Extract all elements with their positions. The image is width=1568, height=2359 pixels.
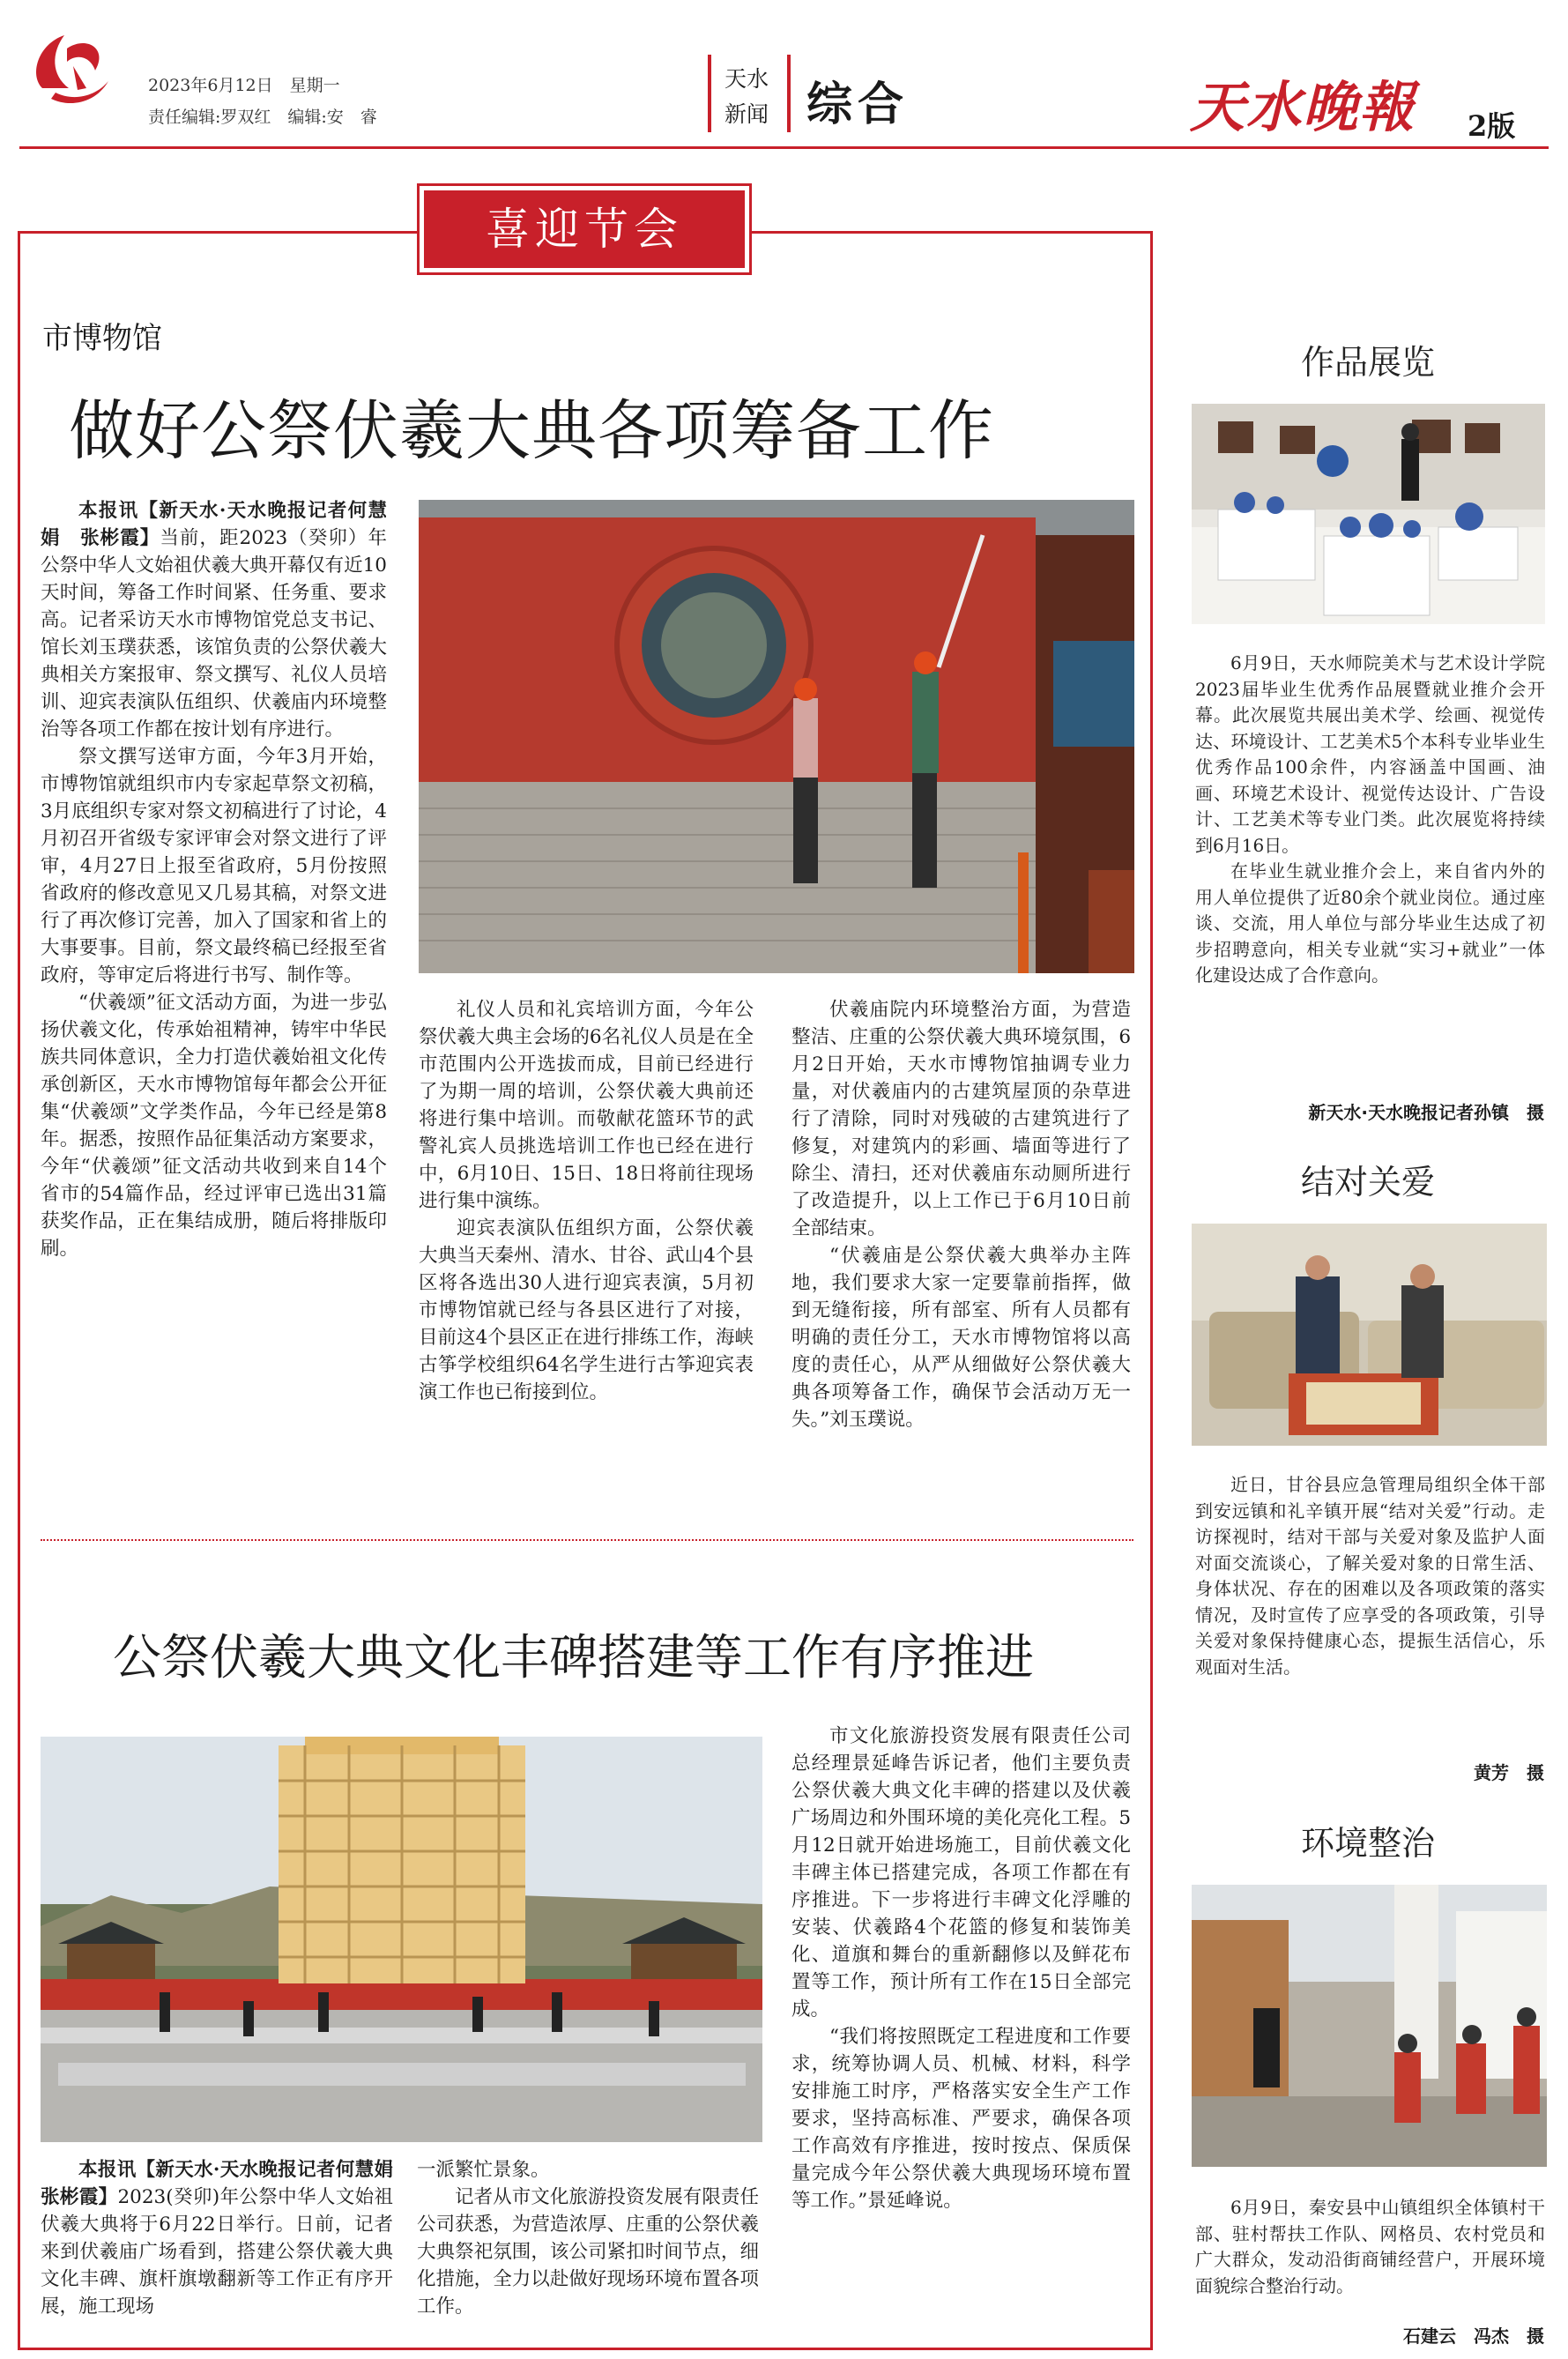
section-divider <box>708 55 711 132</box>
article2-headline: 公祭伏羲大典文化丰碑搭建等工作有序推进 <box>113 1629 1035 1686</box>
section-sub-1: 天水 <box>725 66 769 92</box>
article2-para: “我们将按照既定工程进度和工作要求，统筹协调人员、机械、材料，科学安排施工时序，严格落实安全生产工作要求，坚持高标准、严要求，确保各项工作高效有序推进，按时按点、保质保量完成今年公祭伏羲大典现场环境布置等工作。”景延峰说。 <box>791 2026 1131 2212</box>
article2-col2 <box>417 2156 759 2320</box>
section-title: 综合 <box>806 78 910 131</box>
section-sub-2: 新闻 <box>725 101 769 127</box>
sidebar-para: 6月9日，天水师院美术与艺术设计学院2023届毕业生优秀作品展暨就业推介会开幕。此次展览共展出美术学、绘画、视觉传达、环境设计、工艺美术5个本科专业毕业生优秀作品100余件，内容涵盖中国画、油画、环境艺术设计、视觉传达设计、广告设计、工艺美术等专业门类。此次展览将持续到6月16日。 <box>1195 652 1545 856</box>
paper-name: 天水晚報 <box>1190 75 1416 139</box>
sidebar-para: 近日，甘谷县应急管理局组织全体干部到安远镇和礼辛镇开展“结对关爱”行动。走访探视时，结对干部与关爱对象及监护人面对面交流谈心，了解关爱对象的日常生活、身体状况、存在的困难以及各项政策的落实情况，及时宣传了应享受的各项政策，引导关爱对象保持健康心态，提振生活信心，乐观面对生活。 <box>1195 1474 1545 1678</box>
article1-col3 <box>791 996 1131 1433</box>
article2-para: 记者从市文化旅游投资发展有限责任公司获悉，为营造浓厚、庄重的公祭伏羲大典祭祀氛围，该公司紧扣时间节点，细化措施，全力以赴做好现场环境布置各项工作。 <box>417 2186 759 2318</box>
article1-para: “伏羲颂”征文活动方面，为进一步弘扬伏羲文化，传承始祖精神，铸牢中华民族共同体意识，全力打造伏羲始祖文化传承创新区，天水市博物馆每年都会公开征集“伏羲颂”文学类作品，今年已经是第8年。据悉，按照作品征集活动方案要求，今年“伏羲颂”征文活动共收到来自14个省市的54篇作品，经过评审已选出31篇获奖作品，正在集结成册，随后将排版印刷。 <box>41 992 387 1260</box>
issue-date: 2023年6月12日 星期一 <box>148 76 340 95</box>
banner: 喜迎节会 <box>424 190 745 268</box>
article2-lead: 2023(癸卯)年公祭中华人文始祖伏羲大典将于6月22日举行。日前，记者来到伏羲庙广场看到，搭建公祭伏羲大典文化丰碑、旗杆旗墩翻新等工作正有序开展，施工现场 <box>41 2186 393 2318</box>
sidebar-heading-exhibition: 作品展览 <box>1300 343 1435 382</box>
sidebar-photo-exhibition <box>1192 404 1545 624</box>
sidebar-credit-exhibition: 新天水·天水晚报记者孙镇 摄 <box>1308 1102 1544 1123</box>
sidebar-para: 在毕业生就业推介会上，来自省内外的用人单位提供了近80余个就业岗位。通过座谈、交流，用人单位与部分毕业生达成了初步招聘意向，相关专业就“实习+就业”一体化建设达成了合作意向。 <box>1195 860 1545 986</box>
article1-para: 迎宾表演队伍组织方面，公祭伏羲大典当天秦州、清水、甘谷、武山4个县区将各选出30人进行迎宾表演，5月初市博物馆就已经与各县区进行了对接，目前这4个县区正在进行排练工作，海峡古筝学校组织64名学生进行古筝迎宾表演工作也已衔接到位。 <box>419 1217 754 1403</box>
article1-kicker: 市博物馆 <box>42 321 162 356</box>
article2-para: 市文化旅游投资发展有限责任公司总经理景延峰告诉记者，他们主要负责公祭伏羲大典文化丰碑的搭建以及伏羲广场周边和外围环境的美化亮化工程。5月12日就开始进场施工，目前伏羲文化丰碑主体已搭建完成，各项工作都在有序推进。下一步将进行丰碑文化浮雕的安装、伏羲路4个花篮的修复和装饰美化、道旗和舞台的重新翻修以及鲜花布置等工作，预计所有工作在15日全部完成。 <box>791 1725 1131 2020</box>
article2-para: 一派繁忙景象。 <box>417 2159 550 2181</box>
article1-para: 礼仪人员和礼宾培训方面，今年公祭伏羲大典主会场的6名礼仪人员是在全市范围内公开选拔而成，目前已经进行了为期一周的培训，公祭伏羲大典前还将进行集中培训。而敬献花篮环节的武警礼宾人员挑选培训工作也已经在进行中，6月10日、15日、18日将前往现场进行集中演练。 <box>419 999 754 1212</box>
article1-photo-temple-wall <box>419 500 1134 973</box>
sidebar-photo-care <box>1192 1224 1547 1446</box>
sidebar-text-environment <box>1195 2195 1545 2299</box>
article1-para: 祭文撰写送审方面，今年3月开始，市博物馆就组织市内专家起草祭文初稿，3月底组织专家对祭文初稿进行了讨论，4月初召开省级专家评审会对祭文进行了评审，4月27日上报至省政府，5月份按照省政府的修改意见又几易其稿，对祭文进行了再次修订完善，加入了国家和省上的大事要事。目前，祭文最终稿已经报至省政府，等审定后将进行书写、制作等。 <box>41 746 387 986</box>
article1-headline: 做好公祭伏羲大典各项筹备工作 <box>69 393 994 469</box>
article1-col1 <box>41 497 387 1262</box>
article1-lead: 当前，距2023（癸卯）年公祭中华人文始祖伏羲大典开幕仅有近10天时间，筹备工作时间紧、任务重、要求高。记者采访天水市博物馆党总支书记、馆长刘玉璞获悉，该馆负责的公祭伏羲大典相关方案报审、祭文撰写、礼仪人员培训、迎宾表演队伍组织、伏羲庙内环境整治等各项工作都在按计划有序进行。 <box>41 527 387 740</box>
paper-logo-icon <box>25 26 113 110</box>
page-number: 2版 <box>1468 109 1516 143</box>
article1-para: 伏羲庙院内环境整治方面，为营造整洁、庄重的公祭伏羲大典环境氛围，6月2日开始，天水市博物馆抽调专业力量，对伏羲庙内的古建筑屋顶的杂草进行了清除，同时对残破的古建筑进行了修复，对建筑内的彩画、墙面等进行了除尘、清扫，还对伏羲庙东动厕所进行了改造提升，以上工作已于6月10日前全部结束。 <box>791 999 1131 1239</box>
article-divider <box>41 1539 1133 1541</box>
article2-col3 <box>791 1723 1131 2214</box>
sidebar-photo-environment <box>1192 1885 1547 2167</box>
article2-col1 <box>41 2156 412 2320</box>
masthead-rule <box>19 146 1549 149</box>
article1-para: “伏羲庙是公祭伏羲大典举办主阵地，我们要求大家一定要靠前指挥，做到无缝衔接，所有部室、所有人员都有明确的责任分工，天水市博物馆将以高度的责任心，从严从细做好公祭伏羲大典各项筹备工作，确保节会活动万无一失。”刘玉璞说。 <box>791 1245 1131 1431</box>
article1-col2 <box>419 996 754 1406</box>
sidebar-para: 6月9日，秦安县中山镇组织全体镇村干部、驻村帮扶工作队、网格员、农村党员和广大群众，发动沿街商铺经营户，开展环境面貌综合整治行动。 <box>1195 2197 1545 2296</box>
sidebar-text-exhibition <box>1195 651 1545 989</box>
article2-photo-monument <box>41 1737 762 2142</box>
sidebar-heading-environment: 环境整治 <box>1300 1824 1435 1863</box>
sidebar-credit-environment: 石建云 冯杰 摄 <box>1403 2326 1544 2347</box>
section-divider-2 <box>787 55 791 132</box>
article2-byline: 本报讯【新天水·天水晚报记者何慧娟 张彬霞】 <box>41 2159 412 2208</box>
editors-line: 责任编辑:罗双红 编辑:安 睿 <box>148 108 377 127</box>
sidebar-heading-care: 结对关爱 <box>1300 1163 1435 1202</box>
sidebar-text-care <box>1195 1472 1545 1680</box>
sidebar-credit-care: 黄芳 摄 <box>1474 1762 1544 1783</box>
article1-byline: 本报讯【新天水·天水晚报记者何慧娟 张彬霞】 <box>41 500 387 549</box>
